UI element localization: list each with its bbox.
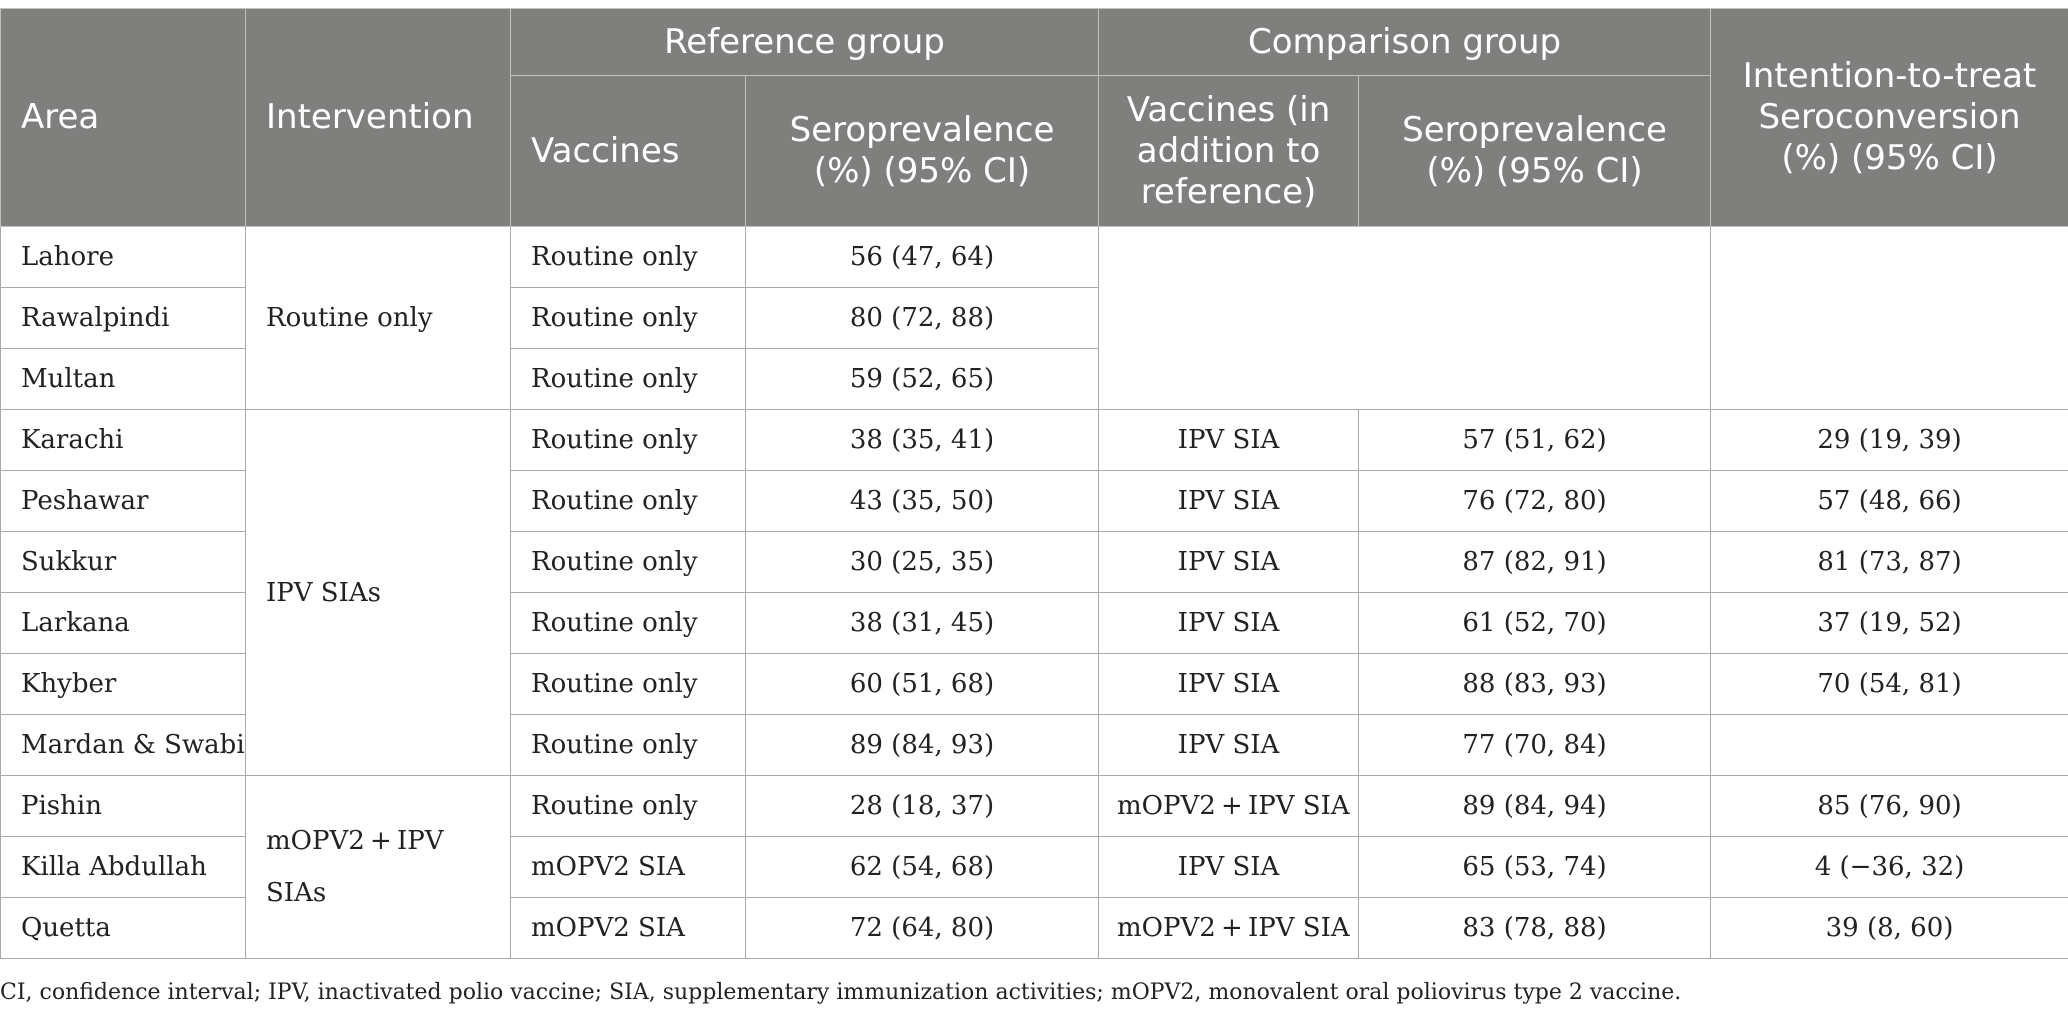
area-cell: Killa Abdullah [1,837,246,898]
ref-seroprevalence-cell: 59 (52, 65) [746,349,1099,410]
ref-vaccines-cell: Routine only [511,410,746,471]
ref-vaccines-cell: mOPV2 SIA [511,837,746,898]
area-cell: Pishin [1,776,246,837]
ref-seroprevalence-cell: 56 (47, 64) [746,227,1099,288]
ref-vaccines-cell: Routine only [511,227,746,288]
header-ref-vaccines: Vaccines [511,76,746,227]
comp-vaccines-cell: IPV SIA [1099,532,1359,593]
comp-vaccines-cell: mOPV2 + IPV SIA [1099,898,1359,959]
itt-cell: 4 (−36, 32) [1711,837,2068,898]
comp-seroprevalence-cell: 88 (83, 93) [1359,654,1711,715]
ref-seroprevalence-cell: 30 (25, 35) [746,532,1099,593]
ref-seroprevalence-cell: 28 (18, 37) [746,776,1099,837]
comp-vaccines-cell: IPV SIA [1099,837,1359,898]
area-cell: Quetta [1,898,246,959]
ref-vaccines-cell: Routine only [511,471,746,532]
area-cell: Mardan & Swabi [1,715,246,776]
intervention-cell: Routine only [246,227,511,410]
area-cell: Peshawar [1,471,246,532]
comp-seroprevalence-cell: 83 (78, 88) [1359,898,1711,959]
ref-seroprevalence-cell: 38 (31, 45) [746,593,1099,654]
ref-seroprevalence-cell: 62 (54, 68) [746,837,1099,898]
area-cell: Rawalpindi [1,288,246,349]
area-cell: Sukkur [1,532,246,593]
intervention-cell: mOPV2 + IPV SIAs [246,776,511,959]
comp-seroprevalence-cell: 65 (53, 74) [1359,837,1711,898]
itt-cell [1711,715,2068,776]
comp-vaccines-cell: IPV SIA [1099,410,1359,471]
comp-seroprevalence-cell: 77 (70, 84) [1359,715,1711,776]
header-ref-seroprevalence: Seroprevalence (%) (95% CI) [746,76,1099,227]
comp-vaccines-cell: mOPV2 + IPV SIA [1099,776,1359,837]
area-cell: Karachi [1,410,246,471]
ref-vaccines-cell: Routine only [511,776,746,837]
comp-vaccines-cell: IPV SIA [1099,715,1359,776]
ref-vaccines-cell: mOPV2 SIA [511,898,746,959]
itt-cell: 85 (76, 90) [1711,776,2068,837]
comp-vaccines-cell: IPV SIA [1099,654,1359,715]
ref-vaccines-cell: Routine only [511,288,746,349]
table-row [1,227,2068,288]
table-row [1,410,2068,471]
ref-seroprevalence-cell: 72 (64, 80) [746,898,1099,959]
itt-cell: 57 (48, 66) [1711,471,2068,532]
header-area: Area [1,9,246,227]
header-intervention: Intervention [246,9,511,227]
itt-cell: 70 (54, 81) [1711,654,2068,715]
area-cell: Lahore [1,227,246,288]
intervention-cell: IPV SIAs [246,410,511,776]
comp-vaccines-cell: IPV SIA [1099,593,1359,654]
header-reference-group: Reference group [511,9,1099,76]
header-comp-seroprevalence: Seroprevalence (%) (95% CI) [1359,76,1711,227]
ref-vaccines-cell: Routine only [511,654,746,715]
itt-cell: 39 (8, 60) [1711,898,2068,959]
area-cell: Larkana [1,593,246,654]
comp-seroprevalence-cell: 61 (52, 70) [1359,593,1711,654]
table-footnote: CI, confidence interval; IPV, inactivated polio vaccine; SIA, supplementary immunization activities; mOPV2, monovalent oral poliovirus type 2 vaccine. [0,980,1682,1005]
area-cell: Multan [1,349,246,410]
ref-vaccines-cell: Routine only [511,349,746,410]
itt-cell: 37 (19, 52) [1711,593,2068,654]
table-header [1,9,2068,227]
ref-seroprevalence-cell: 60 (51, 68) [746,654,1099,715]
header-comp-vaccines: Vaccines (in addition to reference) [1099,76,1359,227]
comp-seroprevalence-cell: 57 (51, 62) [1359,410,1711,471]
ref-vaccines-cell: Routine only [511,593,746,654]
ref-vaccines-cell: Routine only [511,715,746,776]
itt-cell: 29 (19, 39) [1711,410,2068,471]
comp-seroprevalence-cell: 87 (82, 91) [1359,532,1711,593]
ref-vaccines-cell: Routine only [511,532,746,593]
header-itt-seroconversion: Intention-to-treat Seroconversion (%) (95% CI) [1711,9,2068,227]
itt-cell: 81 (73, 87) [1711,532,2068,593]
ref-seroprevalence-cell: 80 (72, 88) [746,288,1099,349]
ref-seroprevalence-cell: 89 (84, 93) [746,715,1099,776]
seroprevalence-table [0,8,2068,959]
ref-seroprevalence-cell: 43 (35, 50) [746,471,1099,532]
header-comparison-group: Comparison group [1099,9,1711,76]
comp-vaccines-cell: IPV SIA [1099,471,1359,532]
area-cell: Khyber [1,654,246,715]
itt-empty-cell [1711,227,2068,410]
table-body [1,227,2068,959]
ref-seroprevalence-cell: 38 (35, 41) [746,410,1099,471]
comp-seroprevalence-cell: 76 (72, 80) [1359,471,1711,532]
table-row [1,776,2068,837]
data-table-container [0,8,2068,959]
comp-seroprevalence-cell: 89 (84, 94) [1359,776,1711,837]
comparison-empty-cell [1099,227,1711,410]
